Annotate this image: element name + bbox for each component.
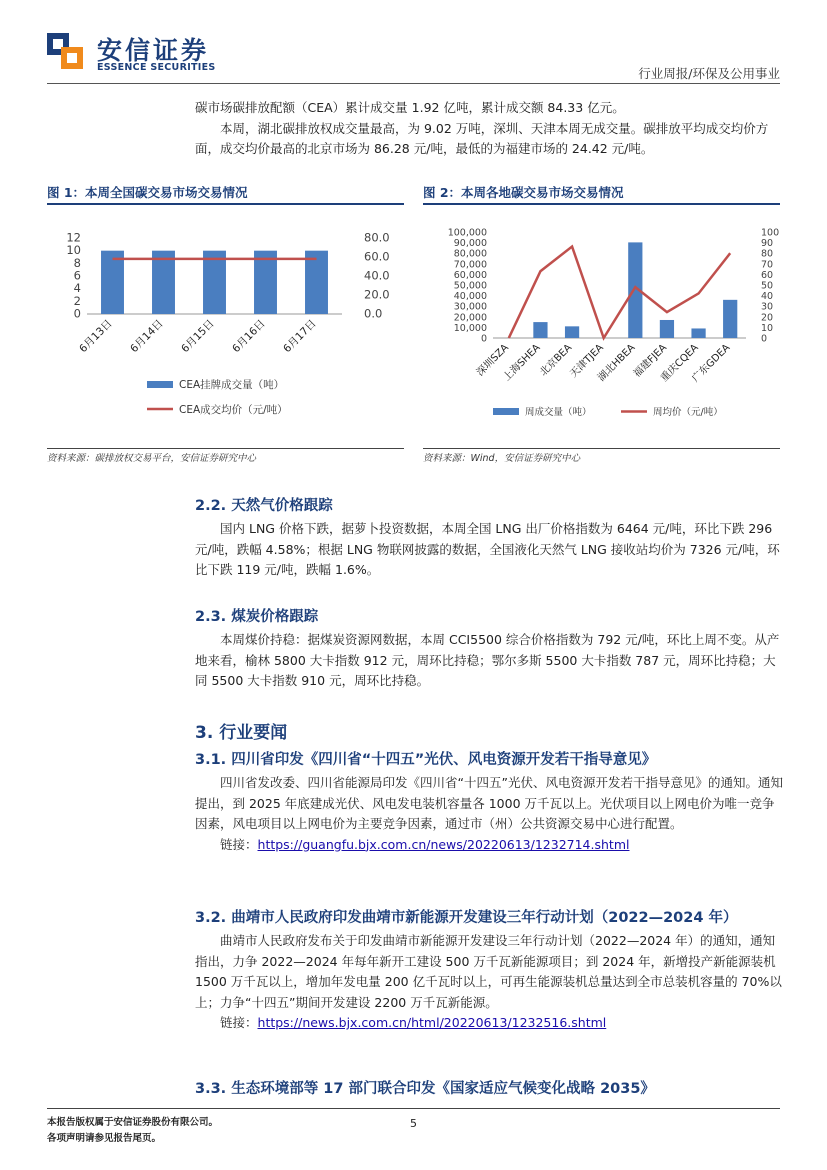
footer-disclaimer: 各项声明请参见报告尾页。 xyxy=(47,1133,162,1144)
brand-logo-icon xyxy=(47,33,83,69)
figure1-top-rule xyxy=(47,203,404,205)
y-left-tick-label: 30,000 xyxy=(453,301,487,313)
link-label: 链接： xyxy=(220,1015,258,1030)
figure1-bottom-rule xyxy=(47,448,404,449)
y-left-tick-label: 90,000 xyxy=(453,238,487,250)
bar xyxy=(691,328,705,338)
bar xyxy=(565,326,579,338)
bar xyxy=(723,300,737,338)
y-right-tick-label: 90 xyxy=(761,238,774,250)
legend-bar-swatch xyxy=(493,408,519,415)
figure1-chart xyxy=(47,210,404,446)
section-3-1-body xyxy=(195,773,785,855)
intro-text xyxy=(195,98,785,160)
category-label: 深圳SZA xyxy=(474,342,511,379)
category-label: 6月13日 xyxy=(77,317,115,356)
category-label: 天津TJEA xyxy=(568,342,606,380)
category-label: 6月16日 xyxy=(230,317,268,356)
y-left-tick-label: 6 xyxy=(73,268,81,283)
section-3-1-paragraph: 四川省发改委、四川省能源局印发《四川省“十四五”光伏、风电资源开发若干指导意见》的通知。通知提出，到 2025 年底建成光伏、风电发电装机容量各 1000 万千瓦以上。光伏项目以上网电价为唯一竞争因素，风电项目以上网电价为主要竞争因素，通过市（州）公共资源交易中心进行配置。 xyxy=(195,775,783,831)
y-right-tick-label: 50 xyxy=(761,280,774,292)
y-left-tick-label: 0 xyxy=(480,333,487,345)
section-2-3-heading: 2.3. 煤炭价格跟踪 xyxy=(195,609,319,625)
section-2-2-body xyxy=(195,519,785,581)
category-label: 福建FJEA xyxy=(631,342,670,380)
link-label: 链接： xyxy=(220,836,258,852)
legend-line-label: CEA成交均价（元/吨） xyxy=(179,404,288,416)
y-right-tick-label: 10 xyxy=(761,322,774,334)
bar xyxy=(254,251,277,314)
y-left-tick-label: 10 xyxy=(66,243,81,258)
bar xyxy=(152,251,175,314)
bar xyxy=(660,320,674,338)
section-3-2-heading: 3.2. 曲靖市人民政府印发曲靖市新能源开发建设三年行动计划（2022—2024 年） xyxy=(195,910,738,926)
figure2-source: 资料来源：Wind，安信证券研究中心 xyxy=(423,453,581,464)
y-right-tick-label: 20.0 xyxy=(364,287,390,302)
intro-paragraph-2: 本周，湖北碳排放权成交量最高，为 9.02 万吨，深圳、天津本周无成交量。碳排放平均成交均价方面，成交均价最高的北京市场为 86.28 元/吨，最低的为福建市场的 24.42 元/吨。 xyxy=(195,120,769,156)
y-right-tick-label: 70 xyxy=(761,259,774,271)
section-3-1-link-line xyxy=(195,835,785,856)
y-left-tick-label: 8 xyxy=(73,255,81,270)
legend-line-label: 周均价（元/吨） xyxy=(653,407,723,418)
section-3-2-paragraph: 曲靖市人民政府发布关于印发曲靖市新能源开发建设三年行动计划（2022—2024 年）的通知，通知指出，力争 2022—2024 年每年新开工建设 500 万千瓦新能源项目；到 2024 年，新增投产新能源装机 1500 万千瓦以上，增加年发电量 200 亿千瓦时以上，可再生能源装机总量达到全市总装机容量的 70%以上；力争“十四五”期间开发建设 2200 万千瓦新能源。 xyxy=(195,933,782,1010)
section-3-heading: 3. 行业要闻 xyxy=(195,723,288,743)
section-2-2-paragraph: 国内 LNG 价格下跌，据萝卜投资数据，本周全国 LNG 出厂价格指数为 6464 元/吨，环比下跌 296 元/吨，跌幅 4.58%；根据 LNG 物联网披露的数据，全国液化天然气 LNG 接收站均价为 7326 元/吨，环比下跌 119 元/吨，跌幅 1.6%。 xyxy=(195,521,780,577)
page-number: 5 xyxy=(410,1117,417,1130)
y-right-tick-label: 40 xyxy=(761,291,774,303)
y-left-tick-label: 4 xyxy=(73,281,81,296)
brand-name-cn: 安信证券 xyxy=(97,36,210,65)
bar xyxy=(101,251,124,314)
y-left-tick-label: 12 xyxy=(66,230,81,245)
y-right-tick-label: 100 xyxy=(761,227,780,239)
y-left-tick-label: 0 xyxy=(73,306,81,321)
section-3-1-link[interactable]: https://guangfu.bjx.com.cn/news/20220613/1232714.shtml xyxy=(257,836,630,852)
y-left-tick-label: 70,000 xyxy=(453,259,487,271)
y-right-tick-label: 80 xyxy=(761,248,774,260)
section-3-2-link-line xyxy=(195,1013,785,1034)
legend-bar-label: 周成交量（吨） xyxy=(525,407,592,418)
figure2-bottom-rule xyxy=(423,448,780,449)
section-3-2-link[interactable]: https://news.bjx.com.cn/html/20220613/1232516.shtml xyxy=(257,1015,607,1030)
section-2-2-heading: 2.2. 天然气价格跟踪 xyxy=(195,498,333,514)
category-label: 6月15日 xyxy=(179,317,217,356)
bar xyxy=(203,251,226,314)
y-left-tick-label: 10,000 xyxy=(453,322,487,334)
y-right-tick-label: 60 xyxy=(761,269,774,281)
category-label: 6月17日 xyxy=(281,317,319,356)
y-left-tick-label: 60,000 xyxy=(453,269,487,281)
y-left-tick-label: 80,000 xyxy=(453,248,487,260)
y-left-tick-label: 50,000 xyxy=(453,280,487,292)
legend-bar-swatch xyxy=(147,381,173,388)
y-right-tick-label: 80.0 xyxy=(364,230,390,245)
y-left-tick-label: 100,000 xyxy=(447,227,487,239)
y-right-tick-label: 30 xyxy=(761,301,774,313)
y-right-tick-label: 40.0 xyxy=(364,268,390,283)
section-3-3-heading: 3.3. 生态环境部等 17 部门联合印发《国家适应气候变化战略 2035》 xyxy=(195,1081,655,1097)
category-label: 北京BEA xyxy=(538,342,575,379)
section-2-3-body xyxy=(195,630,785,692)
section-3-2-body xyxy=(195,931,785,1034)
section-2-3-paragraph: 本周煤价持稳：据煤炭资源网数据，本周 CCI5500 综合价格指数为 792 元/吨，环比上周不变。从产地来看，榆林 5800 大卡指数 912 元，周环比持稳；鄂尔多斯 5500 大卡指数 787 元，周环比持稳；大同 5500 大卡指数 910 元，周环比持稳。 xyxy=(195,632,780,688)
y-right-tick-label: 20 xyxy=(761,312,774,324)
intro-paragraph-1: 碳市场碳排放配额（CEA）累计成交量 1.92 亿吨，累计成交额 84.33 亿元。 xyxy=(195,100,625,115)
brand-name-en: ESSENCE SECURITIES xyxy=(97,62,216,73)
footer-copyright: 本报告版权属于安信证券股份有限公司。 xyxy=(47,1117,219,1128)
y-right-tick-label: 0.0 xyxy=(364,306,383,321)
header-divider xyxy=(47,83,780,84)
footer-divider xyxy=(47,1108,780,1109)
category-label: 重庆CQEA xyxy=(658,342,701,385)
report-category: 行业周报/环保及公用事业 xyxy=(638,66,780,81)
legend-bar-label: CEA挂牌成交量（吨） xyxy=(179,379,285,391)
y-left-tick-label: 2 xyxy=(73,293,81,308)
category-label: 6月14日 xyxy=(128,317,166,356)
category-label: 广东GDEA xyxy=(690,342,733,385)
figure2-title: 图 2：本周各地碳交易市场交易情况 xyxy=(423,185,624,200)
y-left-tick-label: 20,000 xyxy=(453,312,487,324)
figure2-top-rule xyxy=(423,203,780,205)
y-left-tick-label: 40,000 xyxy=(453,291,487,303)
category-label: 湖北HBEA xyxy=(596,342,638,384)
bar xyxy=(533,322,547,338)
category-label: 上海SHEA xyxy=(501,342,543,384)
bar xyxy=(305,251,328,314)
figure1-title: 图 1：本周全国碳交易市场交易情况 xyxy=(47,185,248,200)
figure1-source: 资料来源：碳排放权交易平台，安信证券研究中心 xyxy=(47,453,257,464)
figure2-chart xyxy=(423,210,780,446)
section-3-1-heading: 3.1. 四川省印发《四川省“十四五”光伏、风电资源开发若干指导意见》 xyxy=(195,752,657,768)
y-right-tick-label: 60.0 xyxy=(364,249,390,264)
y-right-tick-label: 0 xyxy=(761,333,768,345)
